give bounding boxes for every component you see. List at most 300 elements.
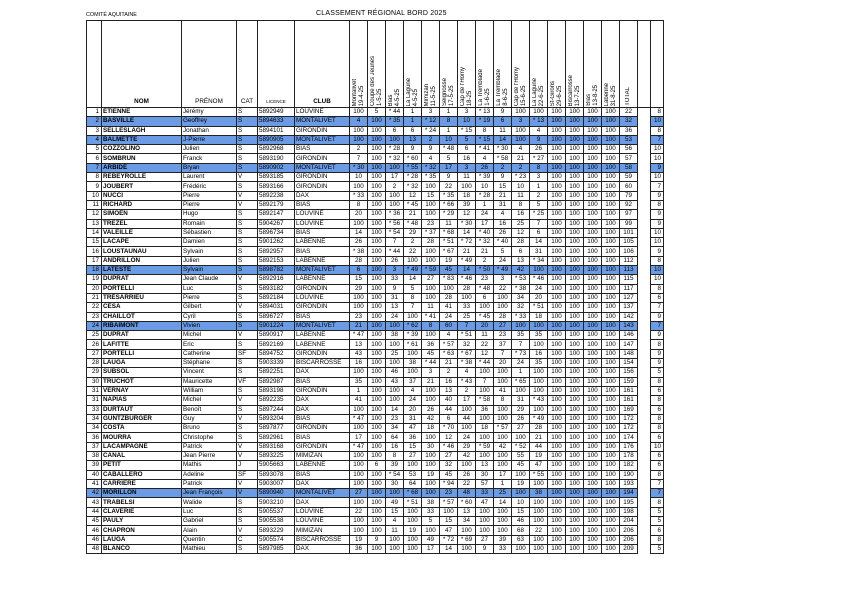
cell-race-result: 100 (566, 340, 584, 349)
cell-club: GIRONDIN (295, 173, 350, 182)
cell-total: 112 (620, 256, 638, 265)
cell-cat: V (237, 396, 258, 405)
cell-licence: 5890940 (258, 489, 295, 498)
cell-race-result: 100 (458, 293, 476, 302)
cell-cat: S (237, 256, 258, 265)
cell-gap (638, 340, 651, 349)
cell-club: MONTALIVET (295, 266, 350, 275)
cell-race-result: 14 (458, 228, 476, 237)
cell-race-result: 100 (476, 303, 494, 312)
cell-cat: S (237, 284, 258, 293)
cell-total: 206 (620, 526, 638, 535)
cell-race-result: 2 (512, 163, 530, 172)
cell-nom: COSTA (102, 424, 182, 433)
cell-race-result: 6 (512, 247, 530, 256)
cell-race-result: * 67 (440, 247, 458, 256)
cell-club: DAX (295, 479, 350, 488)
cell-race-result: 6 (476, 293, 494, 302)
cell-cat: VF (237, 377, 258, 386)
cell-licence: 5894101 (258, 126, 295, 135)
cell-race-result: 23 (476, 275, 494, 284)
cell-race-result: 100 (548, 321, 566, 330)
cell-race-result: 6 (440, 414, 458, 423)
cell-gap (638, 163, 651, 172)
cell-licence: 5896727 (258, 312, 295, 321)
cell-race-result: 100 (584, 256, 602, 265)
cell-rank: 26 (87, 340, 102, 349)
cell-race-result: 100 (584, 293, 602, 302)
cell-gap (638, 145, 651, 154)
cell-race-result: 100 (494, 405, 512, 414)
cell-race-result: 100 (368, 386, 386, 395)
cell-total: 22 (620, 108, 638, 117)
cell-licence: 5893204 (258, 414, 295, 423)
cell-race-result: 17 (386, 173, 404, 182)
cell-race-result: * 43 (458, 377, 476, 386)
cell-race-result: 100 (602, 126, 620, 135)
cell-prenom: Vincent (182, 368, 237, 377)
cell-gap (638, 228, 651, 237)
cell-total: 147 (620, 340, 638, 349)
cell-race-result: 27 (494, 321, 512, 330)
cell-race-result: 5 (422, 517, 440, 526)
cell-prenom: Sébastien (182, 228, 237, 237)
cell-race-result: 100 (422, 526, 440, 535)
cell-race-result: 20 (350, 210, 368, 219)
cell-club: BIAS (295, 414, 350, 423)
cell-club: DAX (295, 498, 350, 507)
cell-club: MIMIZAN (295, 451, 350, 460)
header-race-2: Coupe des Jeunes 1-5-25 (368, 21, 386, 108)
cell-race-result: 100 (422, 247, 440, 256)
header-race-15: Labenne 31-8-25 (602, 21, 620, 108)
cell-prenom: Jean François (182, 489, 237, 498)
cell-race-result: 13 (386, 303, 404, 312)
cell-race-result: 100 (602, 219, 620, 228)
cell-race-result: 41 (350, 396, 368, 405)
cell-rank: 7 (87, 163, 102, 172)
cell-race-result: 100 (602, 228, 620, 237)
cell-race-result: * 48 (476, 284, 494, 293)
cell-race-result: 100 (602, 293, 620, 302)
cell-race-result: 33 (458, 303, 476, 312)
cell-licence: 5897877 (258, 424, 295, 433)
cell-race-result: 100 (404, 349, 422, 358)
cell-race-result: 100 (386, 340, 404, 349)
cell-race-result: 33 (476, 489, 494, 498)
cell-licence: 5892238 (258, 191, 295, 200)
cell-race-result: 19 (350, 535, 368, 544)
cell-rank: 21 (87, 293, 102, 302)
table-row (87, 303, 664, 312)
header-race-9: La Tremblade 8-6-25 (494, 21, 512, 108)
cell-race-result: * 53 (512, 275, 530, 284)
cell-licence: 5892179 (258, 200, 295, 209)
cell-race-result: 100 (584, 386, 602, 395)
cell-club: LABENNE (295, 256, 350, 265)
cell-race-result: 100 (566, 182, 584, 191)
cell-total: 137 (620, 303, 638, 312)
cell-total: 172 (620, 424, 638, 433)
cell-race-result: 13 (458, 507, 476, 516)
cell-club: GIRONDIN (295, 442, 350, 451)
cell-race-result: 100 (602, 182, 620, 191)
cell-race-result: 100 (566, 210, 584, 219)
table-row (87, 293, 664, 302)
cell-race-result: 100 (566, 145, 584, 154)
cell-race-result: 9 (530, 135, 548, 144)
cell-race-result: 2 (494, 163, 512, 172)
cell-rank: 39 (87, 461, 102, 470)
table-row (87, 507, 664, 516)
cell-club: LABENNE (295, 340, 350, 349)
cell-race-result: 1 (350, 386, 368, 395)
cell-club: GIRONDIN (295, 154, 350, 163)
cell-count: 6 (651, 451, 664, 460)
cell-race-result: 13 (440, 386, 458, 395)
cell-race-result: 17 (458, 396, 476, 405)
cell-race-result: 21 (350, 321, 368, 330)
cell-race-result: 4 (422, 154, 440, 163)
cell-race-result: 22 (404, 247, 422, 256)
cell-race-result: 22 (458, 479, 476, 488)
cell-rank: 27 (87, 349, 102, 358)
cell-race-result: 100 (584, 368, 602, 377)
cell-race-result: 100 (404, 312, 422, 321)
cell-cat: C (237, 535, 258, 544)
cell-race-result: 14 (494, 135, 512, 144)
cell-race-result: 27 (440, 451, 458, 460)
cell-licence: 5892961 (258, 433, 295, 442)
cell-club: LOUVINE (295, 293, 350, 302)
cell-race-result: 11 (386, 526, 404, 535)
cell-licence: 5905574 (258, 535, 295, 544)
cell-race-result: * 67 (458, 349, 476, 358)
cell-race-result: 100 (602, 135, 620, 144)
cell-race-result: 22 (350, 507, 368, 516)
cell-count: 6 (651, 405, 664, 414)
cell-gap (638, 451, 651, 460)
header-total: TOTAL (620, 21, 638, 108)
cell-race-result: 4 (512, 145, 530, 154)
cell-count: 7 (651, 489, 664, 498)
cell-gap (638, 238, 651, 247)
table-row (87, 386, 664, 395)
cell-cat: SF (237, 470, 258, 479)
cell-rank: 29 (87, 368, 102, 377)
cell-prenom: Mathis (182, 461, 237, 470)
cell-race-result: 100 (368, 145, 386, 154)
cell-race-result: * 60 (458, 498, 476, 507)
table-row (87, 108, 664, 117)
table-row (87, 470, 664, 479)
cell-race-result: * 30 (350, 163, 368, 172)
cell-race-result: 100 (602, 173, 620, 182)
cell-race-result: 100 (404, 544, 422, 553)
cell-nom: NAPIAS (102, 396, 182, 405)
cell-race-result: 22 (494, 284, 512, 293)
cell-race-result: 100 (422, 200, 440, 209)
cell-nom: VALEILLE (102, 228, 182, 237)
cell-race-result: 100 (566, 424, 584, 433)
cell-race-result: 100 (350, 135, 368, 144)
cell-count: 10 (651, 275, 664, 284)
cell-race-result: 100 (566, 442, 584, 451)
cell-cat: S (237, 544, 258, 553)
cell-count: 9 (651, 163, 664, 172)
cell-race-result: * 33 (512, 312, 530, 321)
cell-race-result: 6 (404, 126, 422, 135)
cell-race-result: 100 (458, 544, 476, 553)
cell-race-result: 100 (530, 266, 548, 275)
cell-race-result: 100 (548, 312, 566, 321)
cell-race-result: 29 (404, 228, 422, 237)
cell-race-result: 14 (386, 405, 404, 414)
cell-nom: RICHARD (102, 200, 182, 209)
cell-prenom: Laurent (182, 173, 237, 182)
cell-race-result: 39 (386, 461, 404, 470)
ranking-table-body (87, 108, 664, 554)
cell-race-result: 100 (566, 507, 584, 516)
cell-race-result: 100 (350, 498, 368, 507)
cell-race-result: 29 (458, 442, 476, 451)
cell-race-result: * 39 (404, 331, 422, 340)
cell-race-result: 100 (548, 479, 566, 488)
cell-race-result: 32 (458, 340, 476, 349)
cell-gap (638, 266, 651, 275)
cell-rank: 43 (87, 498, 102, 507)
cell-club: LABENNE (295, 238, 350, 247)
cell-gap (638, 442, 651, 451)
cell-club: DAX (295, 368, 350, 377)
cell-race-result: * 35 (386, 117, 404, 126)
cell-race-result: 100 (602, 359, 620, 368)
cell-race-result: 19 (404, 526, 422, 535)
cell-race-result: 100 (368, 544, 386, 553)
cell-race-result: 100 (368, 219, 386, 228)
cell-race-result: * 49 (458, 256, 476, 265)
cell-race-result: 100 (368, 451, 386, 460)
cell-cat: S (237, 108, 258, 117)
cell-race-result: 31 (386, 293, 404, 302)
cell-gap (638, 544, 651, 553)
cell-race-result: 100 (602, 154, 620, 163)
cell-race-result: 100 (584, 489, 602, 498)
cell-race-result: 30 (386, 479, 404, 488)
cell-count: 5 (651, 544, 664, 553)
cell-race-result: * 59 (422, 266, 440, 275)
cell-licence: 5894031 (258, 303, 295, 312)
cell-race-result: 100 (404, 517, 422, 526)
cell-race-result: 100 (566, 470, 584, 479)
cell-race-result: 1 (404, 108, 422, 117)
cell-race-result: 2 (458, 386, 476, 395)
cell-prenom: Jérémy (182, 108, 237, 117)
cell-gap (638, 210, 651, 219)
cell-race-result: 100 (602, 321, 620, 330)
header-count (651, 21, 664, 108)
cell-nom: SIMOËN (102, 210, 182, 219)
cell-rank: 40 (87, 470, 102, 479)
cell-race-result: 45 (440, 266, 458, 275)
cell-race-result: 64 (386, 433, 404, 442)
cell-race-result: 27 (476, 535, 494, 544)
cell-total: 161 (620, 396, 638, 405)
cell-race-result: 100 (512, 470, 530, 479)
cell-race-result: 3 (512, 117, 530, 126)
cell-race-result: 7 (494, 349, 512, 358)
cell-race-result: * 35 (440, 191, 458, 200)
cell-race-result: 100 (584, 433, 602, 442)
cell-prenom: William (182, 386, 237, 395)
cell-gap (638, 517, 651, 526)
table-row (87, 275, 664, 284)
cell-race-result: 100 (548, 200, 566, 209)
cell-race-result: 100 (368, 517, 386, 526)
cell-race-result: 100 (386, 321, 404, 330)
cell-race-result: 60 (440, 321, 458, 330)
cell-race-result: 40 (440, 396, 458, 405)
cell-total: 154 (620, 359, 638, 368)
cell-race-result: 100 (422, 256, 440, 265)
cell-race-result: 100 (566, 303, 584, 312)
cell-race-result: 100 (548, 108, 566, 117)
cell-licence: 5894752 (258, 349, 295, 358)
cell-race-result: 38 (530, 489, 548, 498)
cell-race-result: 100 (530, 386, 548, 395)
cell-licence: 5901224 (258, 321, 295, 330)
cell-count: 10 (651, 266, 664, 275)
cell-nom: ÉTIENNE (102, 108, 182, 117)
cell-rank: 46 (87, 526, 102, 535)
cell-licence: 5892153 (258, 256, 295, 265)
cell-count: 9 (651, 349, 664, 358)
cell-race-result: * 33 (350, 191, 368, 200)
cell-race-result: 31 (494, 200, 512, 209)
cell-race-result: * 34 (530, 256, 548, 265)
table-row (87, 517, 664, 526)
cell-licence: 5892987 (258, 377, 295, 386)
cell-rank: 1 (87, 108, 102, 117)
cell-prenom: Hugo (182, 210, 237, 219)
cell-race-result: 100 (602, 284, 620, 293)
cell-race-result: * 54 (386, 228, 404, 237)
cell-race-result: * 57 (440, 340, 458, 349)
cell-race-result: 100 (584, 321, 602, 330)
cell-prenom: Julien (182, 145, 237, 154)
cell-prenom: Bruno (182, 424, 237, 433)
cell-race-result: 21 (440, 359, 458, 368)
cell-race-result: 100 (386, 489, 404, 498)
cell-race-result: 2 (476, 256, 494, 265)
cell-prenom: Patrick (182, 479, 237, 488)
cell-nom: REBEYROLLE (102, 173, 182, 182)
cell-total: 92 (620, 200, 638, 209)
cell-rank: 31 (87, 396, 102, 405)
cell-club: BIAS (295, 433, 350, 442)
cell-race-result: 100 (566, 247, 584, 256)
cell-race-result: 100 (494, 451, 512, 460)
cell-nom: DUPRAT (102, 331, 182, 340)
cell-race-result: 100 (548, 414, 566, 423)
cell-race-result: 17 (422, 544, 440, 553)
cell-race-result: 100 (584, 228, 602, 237)
cell-race-result: 13 (404, 135, 422, 144)
cell-race-result: 100 (602, 368, 620, 377)
cell-rank: 22 (87, 303, 102, 312)
cell-race-result: 100 (548, 331, 566, 340)
cell-club: LOUVINE (295, 108, 350, 117)
cell-race-result: 100 (476, 414, 494, 423)
cell-licence: 5893078 (258, 470, 295, 479)
cell-prenom: Benoît (182, 405, 237, 414)
cell-race-result: * 48 (440, 145, 458, 154)
cell-race-result: 100 (548, 135, 566, 144)
cell-race-result: 6 (494, 117, 512, 126)
cell-race-result: 15 (440, 517, 458, 526)
cell-race-result: 100 (584, 117, 602, 126)
cell-race-result: 16 (350, 359, 368, 368)
cell-race-result: 11 (494, 126, 512, 135)
cell-rank: 12 (87, 210, 102, 219)
cell-race-result: 100 (602, 340, 620, 349)
cell-licence: 5892147 (258, 210, 295, 219)
cell-race-result: * 57 (494, 424, 512, 433)
cell-race-result: 27 (512, 424, 530, 433)
cell-race-result: 100 (602, 163, 620, 172)
cell-prenom: Gilbert (182, 303, 237, 312)
cell-race-result: 100 (368, 405, 386, 414)
cell-gap (638, 470, 651, 479)
cell-rank: 8 (87, 173, 102, 182)
cell-race-result: 35 (530, 331, 548, 340)
cell-cat: S (237, 247, 258, 256)
cell-race-result: 100 (584, 331, 602, 340)
cell-race-result: 1 (476, 200, 494, 209)
cell-race-result: 100 (422, 182, 440, 191)
cell-race-result: 100 (422, 451, 440, 460)
cell-race-result: 33 (494, 544, 512, 553)
cell-race-result: 100 (548, 228, 566, 237)
cell-race-result: 100 (602, 386, 620, 395)
cell-total: 79 (620, 191, 638, 200)
cell-race-result: 100 (368, 470, 386, 479)
cell-race-result: 7 (476, 377, 494, 386)
cell-race-result: 100 (548, 368, 566, 377)
cell-race-result: 100 (548, 145, 566, 154)
cell-cat: S (237, 312, 258, 321)
cell-race-result: * 40 (476, 228, 494, 237)
cell-race-result: 26 (476, 163, 494, 172)
cell-race-result: 28 (350, 256, 368, 265)
cell-licence: 5905537 (258, 507, 295, 516)
cell-race-result: 24 (530, 284, 548, 293)
cell-licence: 5897985 (258, 544, 295, 553)
cell-race-result: 100 (386, 191, 404, 200)
cell-race-result: 38 (422, 498, 440, 507)
header-club: CLUB (295, 21, 350, 108)
cell-race-result: 13 (476, 461, 494, 470)
header-race-11: La Lagune 22-6-25 (530, 21, 548, 108)
cell-race-result: * 24 (422, 126, 440, 135)
cell-race-result: 100 (368, 228, 386, 237)
cell-race-result: 100 (494, 433, 512, 442)
cell-prenom: Frédéric (182, 182, 237, 191)
cell-race-result: 21 (422, 377, 440, 386)
cell-race-result: 20 (530, 293, 548, 302)
cell-gap (638, 321, 651, 330)
cell-rank: 41 (87, 479, 102, 488)
